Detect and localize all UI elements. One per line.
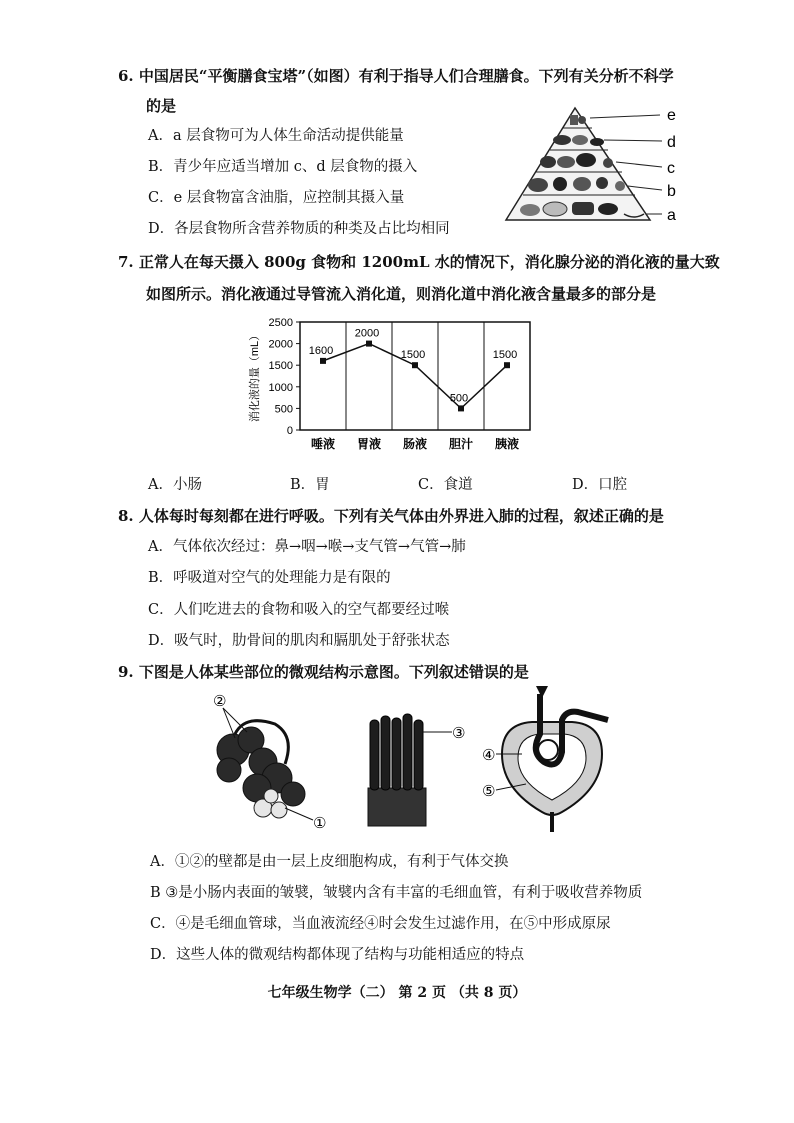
pyramid-label-b: b (667, 183, 676, 200)
pyramid-label-a: a (667, 207, 676, 224)
q7-option-c: C．食道 (418, 477, 473, 493)
data-point (320, 358, 326, 364)
marker-3: ③ (452, 725, 466, 742)
data-point (366, 341, 372, 347)
marker-4: ④ (482, 747, 496, 764)
data-label: 1600 (308, 344, 334, 357)
y-tick-label: 1000 (268, 381, 293, 394)
x-tick-label: 胰液 (494, 437, 520, 451)
y-tick-label: 1500 (268, 360, 293, 373)
q8-stem: 8. 人体每时每刻都在进行呼吸。下列有关气体由外界进入肺的过程，叙述正确的是 (118, 507, 664, 525)
q9-option-b: B ③是小肠内表面的皱襞，皱襞内含有丰富的毛细血管，有利于吸收营养物质 (150, 885, 643, 901)
q7-stem-line1: 7. 正常人在每天摄入 800g 食物和 1200mL 水的情况下，消化腺分泌的消化液的量大致 (118, 253, 720, 271)
q7-option-a: A．小肠 (148, 477, 202, 493)
q6-option-a: A．a 层食物可为人体生命活动提供能量 (148, 128, 404, 144)
food-pyramid-figure (500, 100, 690, 230)
data-label: 1500 (400, 349, 426, 362)
q8-option-c: C．人们吃进去的食物和吸入的空气都要经过喉 (148, 602, 450, 618)
q9-option-c: C．④是毛细血管球，当血液流经④时会发生过滤作用，在⑤中形成原尿 (150, 916, 611, 932)
data-label: 1500 (492, 349, 518, 362)
q9-stem: 9. 下图是人体某些部位的微观结构示意图。下列叙述错误的是 (118, 663, 529, 681)
q9-option-a: A．①②的壁都是由一层上皮细胞构成，有利于气体交换 (150, 854, 509, 870)
pyramid-label-d: d (667, 134, 676, 151)
digestive-juice-chart (240, 312, 540, 462)
data-point (458, 405, 464, 411)
marker-2: ② (213, 693, 227, 710)
y-tick-label: 500 (274, 403, 293, 416)
q6-stem-line1: 6. 中国居民“平衡膳食宝塔”（如图）有利于指导人们合理膳食。下列有关分析不科学 (118, 67, 674, 85)
q8-option-a: A．气体依次经过：鼻→咽→喉→支气管→气管→肺 (148, 539, 466, 555)
data-label: 2000 (354, 327, 380, 340)
page-footer: 七年级生物学（二） 第 2 页 （共 8 页） (267, 985, 527, 1001)
pyramid-label-c: c (667, 160, 675, 177)
q8-option-b: B．呼吸道对空气的处理能力是有限的 (148, 570, 391, 586)
marker-5: ⑤ (482, 783, 496, 800)
q6-option-b: B．青少年应适当增加 c、d 层食物的摄入 (148, 159, 418, 175)
q7-stem-line2: 如图所示。消化液通过导管流入消化道，则消化道中消化液含量最多的部分是 (146, 285, 657, 303)
alveoli-figure (205, 690, 345, 835)
nephron-figure (482, 684, 612, 834)
q6-option-d: D．各层食物所含营养物质的种类及占比均相同 (148, 221, 450, 237)
q8-option-d: D．吸气时，肋骨间的肌肉和膈肌处于舒张状态 (148, 633, 450, 649)
pyramid-label-e: e (667, 107, 676, 124)
q7-option-d: D．口腔 (572, 477, 628, 493)
x-tick-label: 胆汁 (448, 437, 474, 451)
data-label: 500 (449, 392, 469, 405)
q7-option-b: B．胃 (290, 477, 330, 493)
x-tick-label: 唾液 (310, 437, 336, 451)
q9-option-d: D．这些人体的微观结构都体现了结构与功能相适应的特点 (150, 947, 525, 963)
data-point (412, 362, 418, 368)
villi-figure (362, 708, 472, 833)
data-point (504, 362, 510, 368)
y-axis-label: 消化液的量（mL） (249, 329, 261, 423)
q6-option-c: C．e 层食物富含油脂，应控制其摄入量 (148, 190, 405, 206)
y-tick-label: 2500 (268, 317, 293, 329)
marker-1: ① (313, 815, 327, 832)
x-tick-label: 胃液 (356, 437, 382, 451)
q6-stem-line2: 的是 (146, 97, 177, 115)
x-tick-label: 肠液 (402, 437, 428, 451)
y-tick-label: 0 (286, 425, 293, 437)
y-tick-label: 2000 (268, 338, 293, 351)
